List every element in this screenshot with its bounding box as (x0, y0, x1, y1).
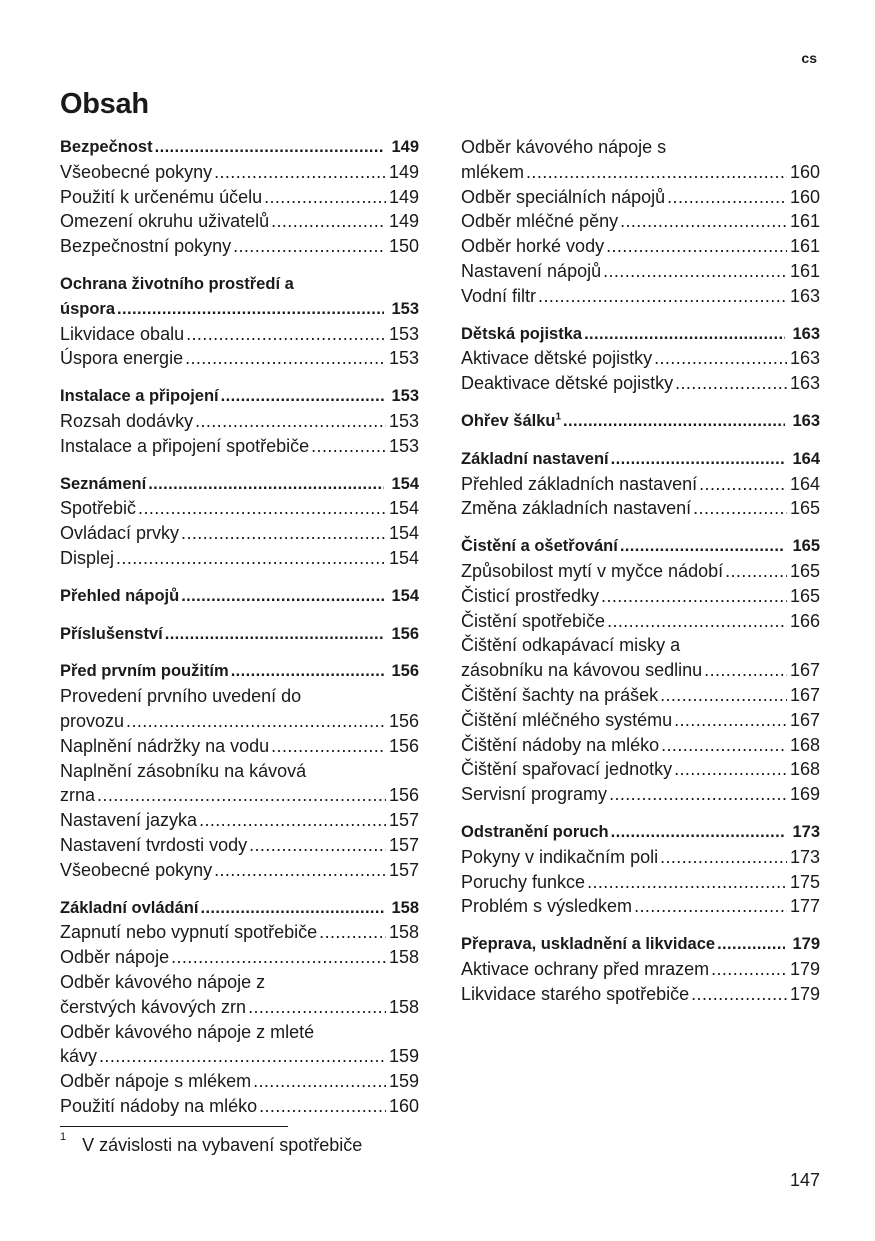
leader-dots (606, 234, 787, 259)
toc-entry[interactable] (60, 995, 419, 1020)
toc-page-number: 165 (789, 560, 820, 581)
toc-entry[interactable] (60, 160, 419, 185)
toc-heading-title: Bezpečnost (60, 138, 153, 156)
leader-dots (186, 322, 386, 347)
toc-entry-title: provozu (60, 710, 125, 731)
toc-entry[interactable] (461, 982, 820, 1007)
toc-entry[interactable] (461, 284, 820, 309)
toc-entry-title: Odběr mléčné pěny (461, 211, 619, 232)
leader-dots (603, 259, 787, 284)
toc-entry[interactable] (60, 833, 419, 858)
leader-dots (660, 845, 787, 870)
leader-dots (253, 1069, 386, 1094)
toc-entry[interactable] (60, 1069, 419, 1094)
toc-entry-line: Odběr kávového nápoje z (60, 971, 266, 992)
toc-entry-title: Zapnutí nebo vypnutí spotřebiče (60, 922, 318, 943)
toc-entry[interactable] (461, 757, 820, 782)
toc-page-number: 179 (789, 958, 820, 979)
toc-section (60, 472, 419, 571)
toc-entry[interactable] (60, 209, 419, 234)
toc-heading-entry[interactable] (60, 135, 419, 160)
toc-page-number: 156 (388, 785, 419, 806)
toc-heading-entry[interactable] (60, 896, 419, 921)
footnote-divider (60, 1126, 288, 1127)
leader-dots (214, 160, 386, 185)
toc-entry[interactable] (60, 322, 419, 347)
toc-section (461, 820, 820, 919)
toc-heading-line: Ochrana životního prostředí a (60, 274, 294, 293)
leader-dots (717, 932, 785, 957)
toc-entry[interactable] (60, 709, 419, 734)
footnote-text: V závislosti na vybavení spotřebiče (82, 1135, 363, 1155)
toc-entry[interactable] (60, 1094, 419, 1119)
toc-section (461, 534, 820, 807)
toc-entry-title: Všeobecné pokyny (60, 161, 213, 182)
toc-page-number: 164 (789, 473, 820, 494)
toc-entry-title: Servisní programy (461, 784, 608, 805)
toc-page-number: 158 (391, 898, 419, 917)
toc-column-left (60, 135, 419, 1132)
toc-entry-title: Problém s výsledkem (461, 896, 633, 917)
leader-dots (185, 346, 386, 371)
toc-page-number: 163 (789, 285, 820, 306)
toc-heading-text: Ohřev šálku (461, 411, 556, 430)
toc-entry-title: Odběr horké vody (461, 236, 605, 257)
leader-dots (611, 820, 786, 845)
toc-entry[interactable] (60, 920, 419, 945)
leader-dots (126, 709, 386, 734)
page-title: Obsah (60, 88, 149, 120)
toc-page-number: 167 (789, 709, 820, 730)
toc-entry-title: Displej (60, 547, 115, 568)
leader-dots (221, 384, 385, 409)
leader-dots (264, 185, 386, 210)
leader-dots (233, 234, 386, 259)
toc-page-number: 158 (388, 947, 419, 968)
toc-section (461, 409, 820, 434)
leader-dots (634, 894, 787, 919)
leader-dots (117, 297, 384, 322)
toc-heading-entry[interactable] (60, 659, 419, 684)
toc-entry[interactable] (461, 658, 820, 683)
leader-dots (620, 209, 787, 234)
toc-section (60, 135, 419, 259)
toc-page-number: 154 (388, 498, 419, 519)
leader-dots (609, 782, 787, 807)
toc-heading-title: Instalace a připojení (60, 387, 219, 406)
toc-page-number: 168 (789, 759, 820, 780)
toc-section (60, 896, 419, 1119)
leader-dots (661, 733, 787, 758)
toc-entry-title: Čisticí prostředky (461, 585, 600, 606)
toc-entry-title: Aktivace dětské pojistky (461, 348, 653, 369)
leader-dots (155, 135, 385, 160)
leader-dots (259, 1094, 386, 1119)
toc-entry-title: Bezpečnostní pokyny (60, 236, 232, 257)
leader-dots (171, 945, 386, 970)
toc-entry-title: Vodní filtr (461, 285, 537, 306)
toc-heading-title: Příslušenství (60, 624, 163, 643)
leader-dots (704, 658, 787, 683)
toc-entry[interactable] (461, 870, 820, 895)
toc-entry-title: Změna základních nastavení (461, 498, 692, 519)
toc-heading-title: Základní ovládání (60, 898, 199, 917)
toc-entry[interactable] (461, 259, 820, 284)
toc-entry[interactable] (461, 185, 820, 210)
toc-entry[interactable] (461, 584, 820, 609)
toc-entry[interactable] (60, 521, 419, 546)
toc-page-number: 160 (388, 1095, 419, 1116)
toc-entry[interactable] (461, 609, 820, 634)
leader-dots (271, 209, 386, 234)
toc-entry[interactable] (461, 371, 820, 396)
toc-page-number: 168 (789, 734, 820, 755)
toc-heading-title: úspora (60, 299, 116, 318)
toc-entry[interactable] (60, 185, 419, 210)
toc-entry-title: Aktivace ochrany před mrazem (461, 958, 710, 979)
toc-heading-entry[interactable] (461, 322, 820, 347)
leader-dots (711, 957, 787, 982)
toc-page-number: 149 (388, 186, 419, 207)
page-number: 147 (789, 1170, 820, 1190)
toc-page-number: 161 (789, 236, 820, 257)
toc-entry[interactable] (461, 845, 820, 870)
toc-entry-line: Odběr kávového nápoje z mleté (60, 1021, 315, 1042)
toc-entry-title: Likvidace obalu (60, 323, 185, 344)
toc-heading-entry[interactable] (60, 297, 419, 322)
toc-page-number: 177 (789, 896, 820, 917)
toc-entry-title: Čištění spařovací jednotky (461, 759, 673, 780)
toc-heading-entry[interactable] (60, 472, 419, 497)
toc-page-number: 149 (388, 211, 419, 232)
toc-page-number: 150 (388, 236, 419, 257)
toc-page-number: 167 (789, 684, 820, 705)
toc-page-number: 163 (792, 324, 820, 343)
toc-entry-title: čerstvých kávových zrn (60, 996, 247, 1017)
toc-entry-title: Rozsah dodávky (60, 410, 194, 431)
toc-entry-title: zásobníku na kávovou sedlinu (461, 660, 703, 681)
toc-page-number: 157 (388, 834, 419, 855)
toc-entry[interactable] (60, 783, 419, 808)
toc-entry-title: Použití k určenému účelu (60, 186, 263, 207)
leader-dots (214, 858, 386, 883)
toc-entry[interactable] (60, 346, 419, 371)
toc-page-number: 175 (789, 871, 820, 892)
toc-entry[interactable] (461, 209, 820, 234)
toc-page-number: 165 (789, 585, 820, 606)
toc-section (461, 932, 820, 1006)
leader-dots (691, 982, 787, 1007)
toc-entry-title: zrna (60, 785, 96, 806)
leader-dots (99, 1044, 386, 1069)
toc-page-number: 169 (789, 784, 820, 805)
toc-section (461, 135, 820, 309)
toc-entry[interactable] (461, 559, 820, 584)
footnote (60, 1131, 363, 1156)
toc-heading-title: Před prvním použitím (60, 662, 229, 681)
leader-dots (181, 521, 386, 546)
leader-dots (674, 757, 787, 782)
toc-page-number: 163 (792, 411, 820, 430)
toc-page-number: 173 (792, 822, 820, 841)
toc-entry[interactable] (60, 496, 419, 521)
toc-heading-entry[interactable] (60, 622, 419, 647)
toc-entry[interactable] (461, 733, 820, 758)
toc-page-number: 165 (792, 537, 820, 556)
toc-section (60, 584, 419, 609)
toc-page-number: 157 (388, 810, 419, 831)
leader-dots (693, 496, 787, 521)
toc-heading-title: Odstranění poruch (461, 822, 609, 841)
toc-entry-title: Čištění mléčného systému (461, 709, 673, 730)
toc-entry-line: Čištění odkapávací misky a (461, 635, 681, 656)
toc-entry[interactable] (60, 945, 419, 970)
toc-entry-title: Odběr speciálních nápojů (461, 186, 666, 207)
toc-entry[interactable] (461, 957, 820, 982)
leader-dots (587, 870, 787, 895)
toc-entry[interactable] (60, 858, 419, 883)
leader-dots (601, 584, 787, 609)
toc-entry[interactable] (461, 346, 820, 371)
toc-heading-entry[interactable] (461, 409, 820, 434)
toc-entry-line: Odběr kávového nápoje s (461, 137, 667, 157)
toc-page-number: 159 (388, 1071, 419, 1092)
toc-entry[interactable] (60, 234, 419, 259)
toc-entry[interactable] (60, 1044, 419, 1069)
toc-section (60, 622, 419, 647)
leader-dots (138, 496, 386, 521)
leader-dots (231, 659, 385, 684)
toc-page-number: 153 (388, 323, 419, 344)
leader-dots (660, 683, 787, 708)
toc-entry[interactable] (461, 683, 820, 708)
toc-entry-title: Čištění šachty na prášek (461, 684, 659, 705)
toc-entry-title: Úspora energie (60, 348, 184, 369)
toc-entry-title: Poruchy funkce (461, 871, 586, 892)
toc-page-number: 161 (789, 260, 820, 281)
toc-entry-title: Likvidace starého spotřebiče (461, 983, 690, 1004)
toc-heading-title: Přeprava, uskladnění a likvidace (461, 935, 716, 954)
toc-page-number: 149 (388, 161, 419, 182)
leader-dots (249, 833, 386, 858)
toc-page-number: 161 (789, 211, 820, 232)
leader-dots (526, 160, 787, 185)
toc-entry-title: Odběr nápoje (60, 947, 170, 968)
leader-dots (538, 284, 787, 309)
toc-entry-title: Omezení okruhu uživatelů (60, 211, 270, 232)
toc-entry[interactable] (60, 734, 419, 759)
toc-entry-title: Spotřebič (60, 498, 137, 519)
toc-page-number: 149 (391, 138, 419, 156)
toc-entry[interactable] (60, 409, 419, 434)
toc-entry-line: Provedení prvního uvedení do (60, 686, 302, 707)
toc-heading-entry[interactable] (60, 584, 419, 609)
leader-dots (200, 896, 384, 921)
toc-entry-title: Ovládací prvky (60, 523, 180, 544)
toc-section (461, 322, 820, 396)
toc-page-number: 159 (388, 1046, 419, 1067)
toc-entry-title: Pokyny v indikačním poli (461, 846, 659, 867)
toc-page-number: 179 (792, 935, 820, 954)
toc-entry[interactable] (461, 708, 820, 733)
toc-page-number: 166 (789, 610, 820, 631)
leader-dots (611, 447, 786, 472)
toc-entry-title: Všeobecné pokyny (60, 859, 213, 880)
toc-entry[interactable] (60, 434, 419, 459)
toc-entry-title: Naplnění nádržky na vodu (60, 735, 270, 756)
toc-page-number: 165 (789, 498, 820, 519)
toc-section (60, 272, 419, 371)
toc-page-number: 160 (789, 186, 820, 207)
toc-page-number: 154 (391, 474, 419, 493)
leader-dots (654, 346, 787, 371)
leader-dots (319, 920, 386, 945)
toc-entry-title: Použití nádoby na mléko (60, 1095, 258, 1116)
toc-page-number: 179 (789, 983, 820, 1004)
toc-section (60, 384, 419, 458)
toc-heading-title: Čistění a ošetřování (461, 537, 618, 556)
toc-page-number: 154 (388, 547, 419, 568)
toc-entry-title: Deaktivace dětské pojistky (461, 373, 674, 394)
toc-entry[interactable] (461, 782, 820, 807)
toc-heading-title: Dětská pojistka (461, 324, 583, 343)
toc-section (461, 447, 820, 521)
toc-page-number: 153 (388, 435, 419, 456)
toc-entry-title: Nastavení jazyka (60, 810, 198, 831)
toc-entry[interactable] (461, 472, 820, 497)
leader-dots (620, 534, 786, 559)
toc-page-number: 173 (789, 846, 820, 867)
toc-page-number: 158 (388, 922, 419, 943)
toc-entry-title: Odběr nápoje s mlékem (60, 1071, 252, 1092)
leader-dots (725, 559, 787, 584)
toc-page-number: 158 (388, 996, 419, 1017)
toc-page-number: 153 (388, 410, 419, 431)
toc-entry-title: Způsobilost mytí v myčce nádobí (461, 560, 724, 581)
toc-entry-title: mlékem (461, 161, 525, 182)
toc-page-number: 156 (391, 624, 419, 643)
leader-dots (607, 609, 787, 634)
toc-entry-line: Naplnění zásobníku na kávová (60, 760, 307, 781)
toc-heading-entry[interactable] (461, 932, 820, 957)
toc-page-number: 153 (391, 387, 419, 406)
leader-dots (563, 409, 785, 434)
toc-entry[interactable] (461, 496, 820, 521)
footnote-reference: 1 (555, 411, 562, 423)
toc-heading-title: Seznámení (60, 474, 147, 493)
toc-page-number: 157 (388, 859, 419, 880)
language-code: cs (801, 50, 817, 66)
toc-page-number: 156 (388, 710, 419, 731)
toc-page-number: 167 (789, 660, 820, 681)
toc-entry[interactable] (461, 160, 820, 185)
toc-page-number: 163 (789, 348, 820, 369)
leader-dots (584, 322, 785, 347)
leader-dots (311, 434, 386, 459)
leader-dots (116, 546, 386, 571)
leader-dots (667, 185, 787, 210)
toc-page-number: 154 (388, 523, 419, 544)
leader-dots (148, 472, 384, 497)
leader-dots (199, 808, 386, 833)
toc-column-right (461, 135, 820, 1020)
toc-entry[interactable] (461, 894, 820, 919)
leader-dots (699, 472, 787, 497)
toc-page-number: 164 (792, 449, 820, 468)
toc-section (60, 659, 419, 882)
toc-entry[interactable] (60, 546, 419, 571)
toc-entry-title: Čištění nádoby na mléko (461, 734, 660, 755)
leader-dots (675, 371, 787, 396)
toc-entry-title: Čistění spotřebiče (461, 610, 606, 631)
toc-entry[interactable] (461, 234, 820, 259)
toc-entry-title: kávy (60, 1046, 98, 1067)
footnote-mark: 1 (60, 1131, 67, 1143)
toc-page-number: 153 (391, 299, 419, 318)
leader-dots (248, 995, 386, 1020)
toc-heading-entry[interactable] (461, 534, 820, 559)
toc-heading-title: Základní nastavení (461, 449, 609, 468)
toc-heading-entry[interactable] (461, 820, 820, 845)
leader-dots (271, 734, 386, 759)
toc-page-number: 160 (789, 161, 820, 182)
toc-page-number: 154 (391, 586, 419, 605)
toc-entry-title: Nastavení tvrdosti vody (60, 834, 248, 855)
toc-heading-title: Přehled nápojů (60, 586, 180, 605)
toc-page-number: 156 (388, 735, 419, 756)
toc-page-number: 163 (789, 373, 820, 394)
toc-heading-entry[interactable] (60, 384, 419, 409)
leader-dots (181, 584, 384, 609)
toc-entry-title: Instalace a připojení spotřebiče (60, 435, 310, 456)
toc-entry-title: Nastavení nápojů (461, 260, 602, 281)
toc-entry-title: Přehled základních nastavení (461, 473, 698, 494)
toc-heading-entry[interactable] (461, 447, 820, 472)
toc-page-number: 153 (388, 348, 419, 369)
toc-page-number: 156 (391, 662, 419, 681)
leader-dots (97, 783, 386, 808)
leader-dots (165, 622, 385, 647)
leader-dots (195, 409, 386, 434)
toc-entry[interactable] (60, 808, 419, 833)
toc-heading-title (461, 409, 561, 434)
leader-dots (674, 708, 787, 733)
